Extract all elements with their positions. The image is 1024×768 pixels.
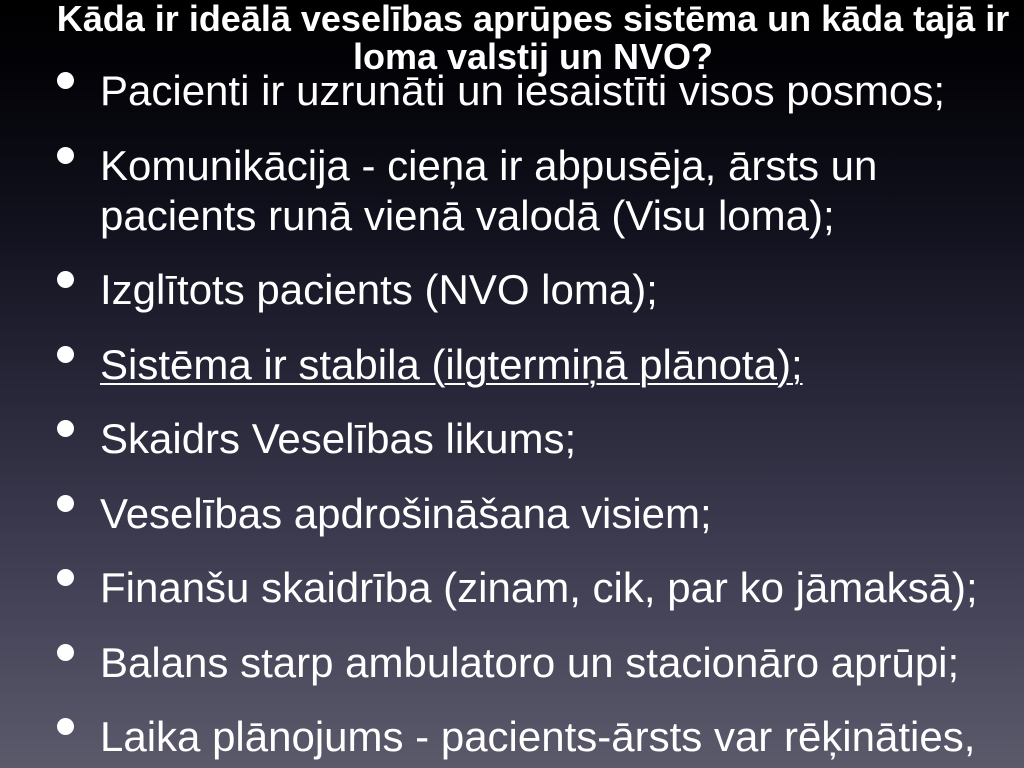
- bullet-item: [0, 141, 1010, 241]
- bullet-text: Izglītots pacients (NVO loma);: [100, 266, 658, 313]
- bullet-dot-icon: [57, 420, 74, 437]
- bullet-dot-icon: [57, 495, 74, 512]
- bullet-text: Laika plānojums - pacients-ārsts var rēķināties,: [100, 713, 976, 760]
- bullet-item: [0, 489, 1010, 539]
- bullet-dot-icon: [57, 147, 74, 164]
- slide-title: Kāda ir ideālā veselības aprūpes sistēma un kāda tajā ir loma valstij un NVO?: [56, 0, 1010, 77]
- bullet-dot-icon: [57, 346, 74, 363]
- bullet-item: [0, 638, 1010, 688]
- bullet-link-text[interactable]: Sistēma ir stabila (ilgtermiņā plānota);: [100, 340, 803, 388]
- bullet-dot-icon: [57, 569, 74, 586]
- bullet-text: Komunikācija - cieņa ir abpusēja, ārsts un pacients runā vienā valodā (Visu loma);: [100, 141, 878, 239]
- bullet-list: [0, 66, 1010, 768]
- bullet-item: [0, 265, 1010, 315]
- bullet-dot-icon: [57, 644, 74, 661]
- bullet-text: Skaidrs Veselības likums;: [100, 415, 577, 462]
- bullet-dot-icon: [57, 718, 74, 735]
- bullet-item: [0, 414, 1010, 464]
- bullet-item: [0, 340, 1010, 390]
- bullet-dot-icon: [57, 271, 74, 288]
- bullet-item: [0, 712, 1010, 762]
- bullet-text: Balans starp ambulatoro un stacionāro aprūpi;: [100, 638, 960, 686]
- bullet-item: [0, 563, 1010, 613]
- bullet-text: Finanšu skaidrība (zinam, cik, par ko jāmaksā);: [100, 564, 978, 611]
- bullet-text: Pacienti ir uzrunāti un iesaistīti visos posmos;: [100, 67, 946, 114]
- bullet-text: Veselības apdrošināšana visiem;: [100, 489, 712, 537]
